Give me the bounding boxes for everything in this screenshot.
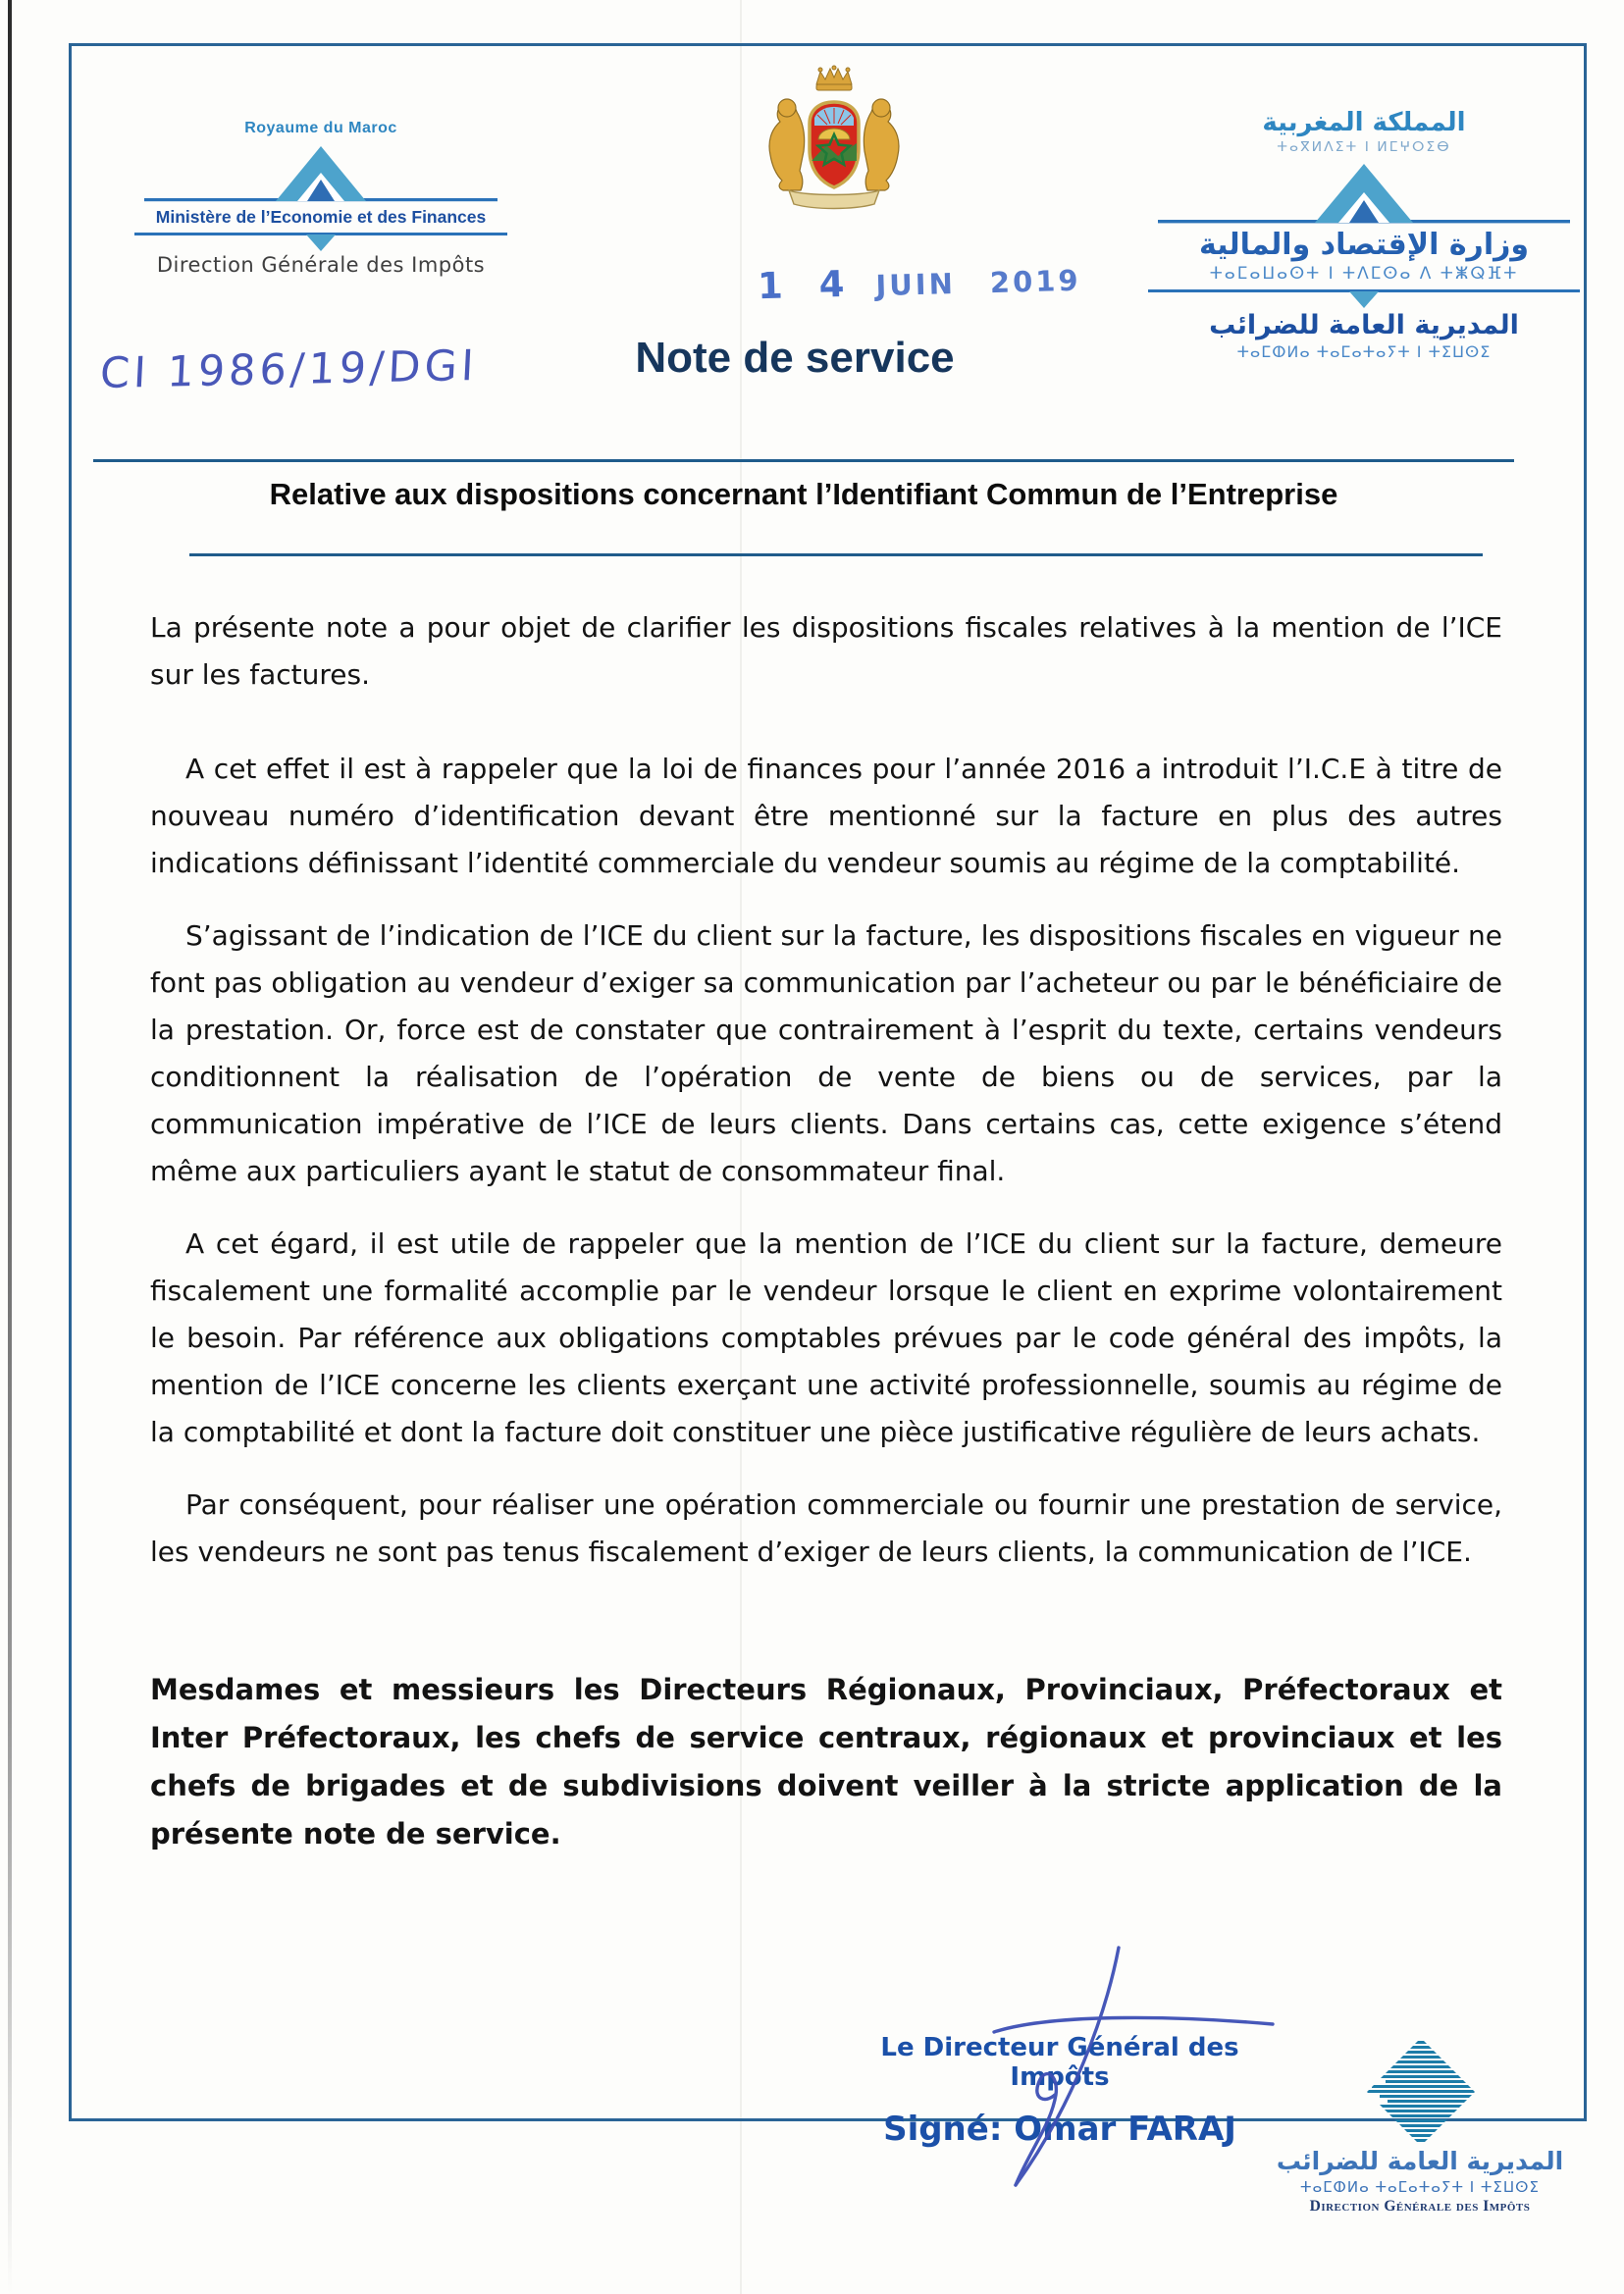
triangle-down-icon [1349, 291, 1379, 308]
paragraph: A cet égard, il est utile de rappeler que la mention de l’ICE du client sur la facture, demeure fiscalement une formalité accomplie par le vendeur lorsque le client en exprime volontairement le besoin. Par référence aux obligations comptables prévues par le code général des impôts, la mention de l’ICE concerne les clients exerçant une activité professionnelle, soumis au régime de la comptabilité et dont la facture doit constituer une pièce justificative régulière de leurs achats. [150, 1227, 1502, 1448]
scan-edge-artifact [8, 0, 12, 2294]
paragraph: A cet effet il est à rappeler que la loi de finances pour l’année 2016 a introduit l’I.C.E à titre de nouveau numéro d’identification devant être mentionné sur la facture en plus des autres indications définissant l’identité commerciale du vendeur soumis au régime de la comptabilité. [150, 753, 1502, 879]
paragraph: La présente note a pour objet de clarifier les dispositions fiscales relatives à la mention de l’ICE sur les factures. [150, 611, 1502, 691]
kingdom-label: Royaume du Maroc [244, 120, 397, 136]
direction-arabic-label: المديرية العامة للضرائب [1209, 310, 1519, 340]
footer-direction-french: Direction Générale des Impôts [1309, 2198, 1531, 2215]
signature-role: Le Directeur Général des Impôts [880, 2033, 1239, 2092]
stamp-day: 1 4 [757, 262, 857, 308]
ministry-arabic-label: وزارة الإقتصاد والمالية [1198, 228, 1530, 262]
subject-rule-bottom [189, 553, 1483, 556]
paragraph: Par conséquent, pour réaliser une opération commerciale ou fournir une prestation de service, les vendeurs ne sont pas tenus fiscalement d’exiger de leurs clients, la communication de l’ICE. [150, 1488, 1502, 1568]
date-stamp [757, 257, 1081, 308]
ministry-label: Ministère de l’Economie et des Finances [134, 204, 507, 235]
subject-rule-top [93, 459, 1514, 462]
triangle-down-icon [306, 235, 336, 251]
ministry-tifinagh-label: ⵜⴰⵎⴰⵡⴰⵙⵜ ⵏ ⵜⴷⵎⵙⴰ ⴷ ⵜⵥⵕⴼⵜ [1148, 264, 1580, 292]
direction-tifinagh-label: ⵜⴰⵎⵀⵍⴰ ⵜⴰⵎⴰⵜⴰⵢⵜ ⵏ ⵜⵉⵡⵙⵉ [1236, 342, 1492, 361]
coat-of-arms-icon [756, 65, 913, 222]
body-text [150, 604, 1502, 1884]
dgi-diamond-logo-icon [1366, 2037, 1476, 2147]
closing-paragraph: Mesdames et messieurs les Directeurs Régionaux, Provinciaux, Préfectoraux et Inter Préfectoraux, les chefs de service centraux, régionaux et provinciaux et les chefs de brigades et de subdivisions doivent veiller à la stricte application de la présente note de service. [150, 1673, 1502, 1851]
ministry-triangle-icon [144, 143, 498, 204]
header-left-logo [134, 120, 507, 277]
subject-heading: Relative aux dispositions concernant l’Identifiant Commun de l’Entreprise [269, 477, 1338, 511]
signature-stroke-icon [937, 1938, 1290, 2232]
direction-label: Direction Générale des Impôts [156, 253, 486, 277]
ministry-triangle-icon [1158, 161, 1570, 226]
footer-direction-tifinagh: ⵜⴰⵎⵀⵍⴰ ⵜⴰⵎⴰⵜⴰⵢⵜ ⵏ ⵜⵉⵡⵙⵉ [1300, 2178, 1540, 2196]
stamp-date-text: JUIN 2019 [875, 263, 1082, 303]
footer-direction-arabic: المديرية العامة للضرائب [1276, 2147, 1564, 2175]
kingdom-arabic-label: المملكة المغربية [1262, 108, 1466, 137]
paragraph: S’agissant de l’indication de l’ICE du client sur la facture, les dispositions fiscales en vigueur ne font pas obligation au vendeur d’exiger sa communication par l’acheteur ou par le bénéficiaire de la prestation. Or, force est de constater que contrairement à l’esprit du texte, certains vendeurs conditionnent la réalisation de l’opération de vente de biens ou de services, par la communication impérative de l’ICE de leurs clients. Dans certains cas, cette exigence s’étend même aux particuliers ayant le statut de consommateur final. [150, 919, 1502, 1187]
handwritten-reference: CI 1986/19/DGI [98, 340, 479, 399]
document-title: Note de service [635, 334, 955, 382]
signature-name: Signé: Omar FARAJ [883, 2110, 1236, 2149]
header-right-logo [1148, 108, 1580, 361]
kingdom-tifinagh-label: ⵜⴰⴳⵍⴷⵉⵜ ⵏ ⵍⵎⵖⵔⵉⴱ [1277, 139, 1451, 155]
